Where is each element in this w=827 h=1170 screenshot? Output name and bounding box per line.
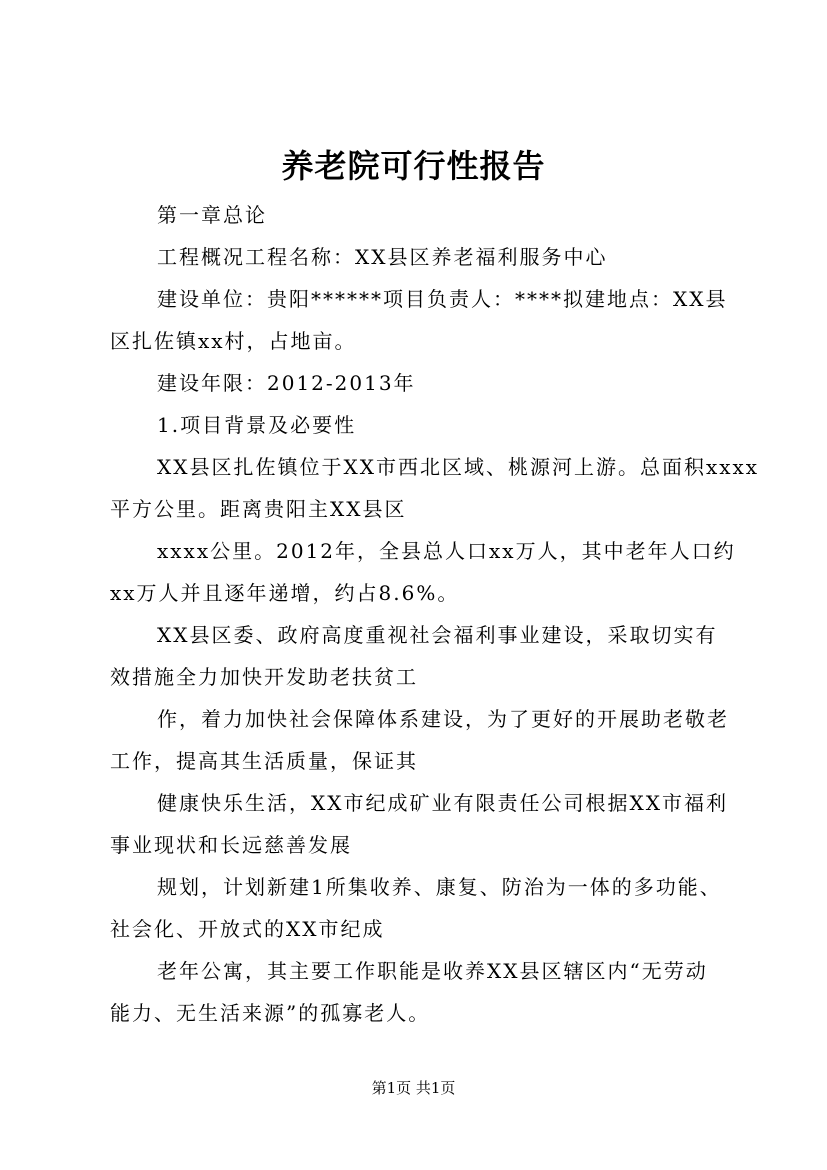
paragraph-line: 健康快乐生活，XX市纪成矿业有限责任公司根据XX市福利 [157,791,728,815]
document-title: 养老院可行性报告 [281,147,546,185]
paragraph-line: 建设年限：2012-2013年 [157,371,416,395]
paragraph-line: 能力、无生活来源”的孤寡老人。 [110,1001,431,1025]
paragraph-line: 社会化、开放式的XX市纪成 [110,917,385,941]
section-heading: 1.项目背景及必要性 [157,413,357,437]
page-footer: 第1页 共1页 [371,1079,456,1097]
paragraph-line: xx万人并且逐年递增，约占8.6%。 [110,581,460,605]
paragraph-line: 平方公里。距离贵阳主XX县区 [110,497,407,521]
paragraph-line: 工程概况工程名称：XX县区养老福利服务中心 [157,245,608,269]
paragraph-line: 工作，提高其生活质量，保证其 [110,749,418,773]
paragraph-line: 老年公寓，其主要工作职能是收养XX县区辖区内“无劳动 [157,959,708,983]
paragraph-line: 作，着力加快社会保障体系建设，为了更好的开展助老敬老 [157,707,729,731]
paragraph-line: 区扎佐镇xx村，占地亩。 [110,329,357,353]
paragraph-line: XX县区扎佐镇位于XX市西北区域、桃源河上游。总面积xxxx [157,455,760,479]
paragraph-line: XX县区委、政府高度重视社会福利事业建设，采取切实有 [157,623,718,647]
chapter-heading: 第一章总论 [157,203,267,227]
paragraph-line: 建设单位：贵阳******项目负责人：****拟建地点：XX县 [157,287,728,311]
paragraph-line: 效措施全力加快开发助老扶贫工 [110,665,418,689]
paragraph-line: 事业现状和长远慈善发展 [110,833,352,857]
paragraph-line: xxxx公里。2012年，全县总人口xx万人，其中老年人口约 [157,539,736,563]
paragraph-line: 规划，计划新建1所集收养、康复、防治为一体的多功能、 [157,875,722,899]
